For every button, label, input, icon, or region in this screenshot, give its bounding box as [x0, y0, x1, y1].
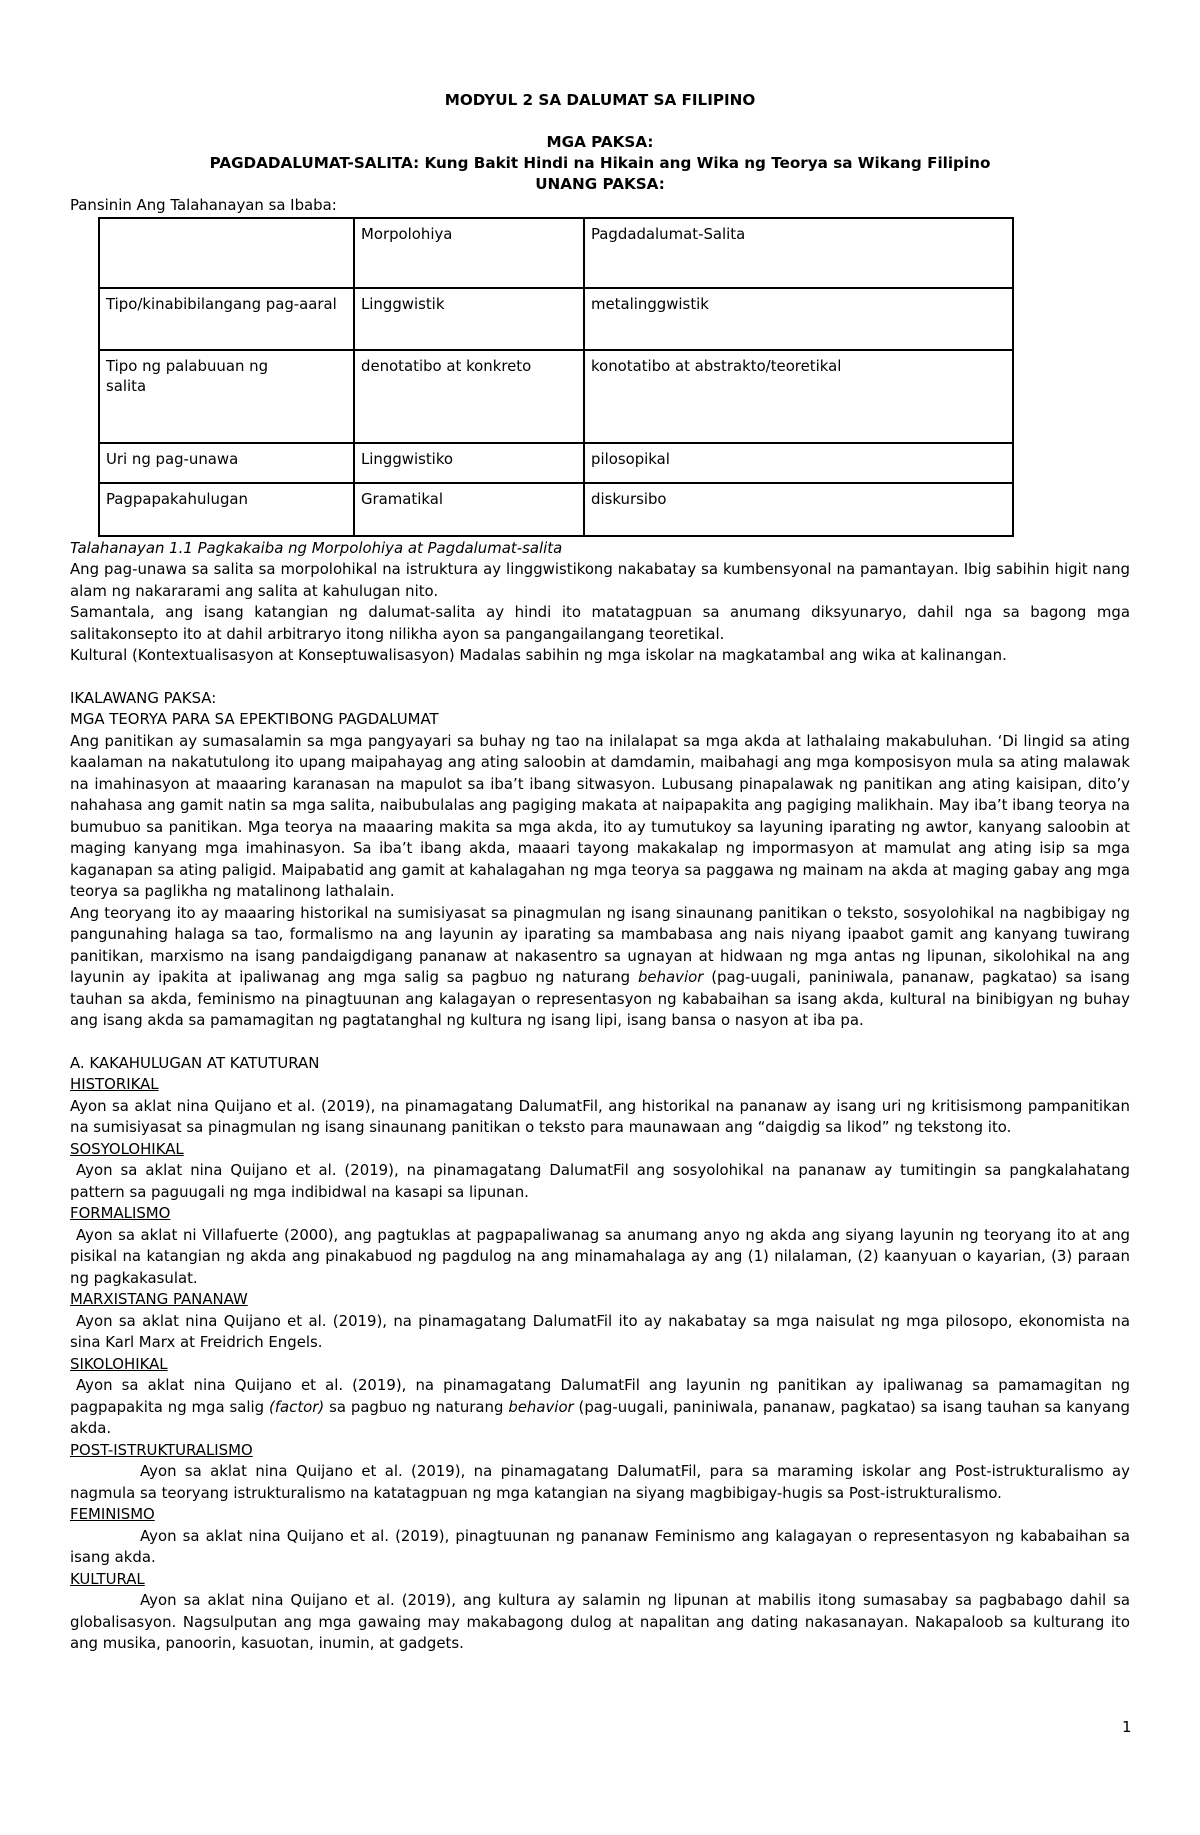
table-cell: Pagdadalumat-Salita — [584, 218, 1013, 288]
text-run: Ayon sa aklat nina Quijano et al. (2019), na pinamagatang DalumatFil ang layunin ng panitikan ay ipaliwanag sa pamamagitan ng pagpapakita ng mga salig — [70, 1376, 1130, 1416]
feminismo-text: Ayon sa aklat nina Quijano et al. (2019), pinagtuunan ng pananaw Feminismo ang kalagayan o representasyon ng kababaihan sa isang akda. — [70, 1526, 1130, 1566]
text-run: sa pagbuo ng naturang — [324, 1397, 509, 1416]
table-row — [99, 288, 1013, 350]
comparison-table — [98, 217, 1014, 537]
italic-term: behavior — [508, 1397, 574, 1416]
table-cell: Linggwistik — [354, 288, 584, 350]
historikal-heading: HISTORIKAL — [70, 1075, 159, 1093]
topics-subtitle: PAGDADALUMAT-SALITA: Kung Bakit Hindi na Hikain ang Wika ng Teorya sa Wikang Filipino — [209, 154, 991, 172]
table-cell: Pagpapakahulugan — [99, 483, 354, 536]
kultural-text: Ayon sa aklat nina Quijano et al. (2019), ang kultura ay salamin ng lipunan at mabilis itong sumasabay sa pagbabago dahil sa globalisasyon. Nagsulputan ang mga gawaing may makabagong dulog at napalitan ang dating nakasanayan. Nakapaloob sa kulturang ito ang musika, panoorin, kasuotan, inumin, at gadgets. — [70, 1591, 1130, 1652]
table-cell: konotatibo at abstrakto/teoretikal — [584, 350, 1013, 443]
post-istrukturalismo-text: Ayon sa aklat nina Quijano et al. (2019), na pinamagatang DalumatFil, para sa maraming iskolar ang Post-istrukturalismo ay nagmula sa teoryang istrukturalismo na katatagpuan ng mga katangian na siyang magbibigay-hugis sa Post-istrukturalismo. — [70, 1462, 1130, 1502]
first-topic-label: UNANG PAKSA: — [535, 175, 665, 193]
formalismo-heading: FORMALISMO — [70, 1204, 171, 1222]
historikal-text: Ayon sa aklat nina Quijano et al. (2019), na pinamagatang DalumatFil, ang historikal na pananaw ay isang uri ng kritisismong pampanitikan na sumisiyasat sa pinagmulan ng isang sinaunang panitikan o teksto para maunawaan ang “daigdig sa likod” ng tekstong ito. — [70, 1096, 1130, 1136]
table-cell: Linggwistiko — [354, 443, 584, 483]
marxista-text: Ayon sa aklat nina Quijano et al. (2019), na pinamagatang DalumatFil ito ay nakabatay sa mga naisulat ng mga pilosopo, ekonomista na sina Karl Marx at Freidrich Engels. — [70, 1311, 1130, 1351]
paragraph: Kultural (Kontextualisasyon at Konseptuwalisasyon) Madalas sabihin ng mga iskolar na magkatambal ang wika at kalinangan. — [70, 646, 1007, 664]
italic-term: (factor) — [268, 1397, 325, 1416]
section-a-heading: A. KAKAHULUGAN AT KATUTURAN — [70, 1053, 320, 1072]
paragraph — [70, 903, 1130, 1032]
second-topic-title: MGA TEORYA PARA SA EPEKTIBONG PAGDALUMAT — [70, 710, 439, 728]
table-cell: denotatibo at konkreto — [354, 350, 584, 443]
table-cell: Morpolohiya — [354, 218, 584, 288]
document-page — [70, 90, 1130, 1655]
table-cell: Tipo/kinabibilangang pag-aaral — [99, 288, 354, 350]
text-run: (pag-uugali, paniniwala, pananaw, pagkatao) sa isang tauhan sa akda, feminismo na pinagtuunan ang kalagayan o representasyon ng kababaihan sa isang akda, kultural na binibigyan ng buhay ang isang akda sa pamamagitan ng pagtatanghal ng kultura ng isang lipi, isang bansa o nasyon at iba pa. — [70, 968, 1131, 1029]
text-run: Ang teoryang ito ay maaaring historikal na sumisiyasat sa pinagmulan ng isang sinaunang panitikan o teksto, sosyolohikal na nagbibigay ng pangunahing halaga sa tao, formalismo na ang layunin ay iparating sa mambabasa ang nais niyang ipaabot gamit ang kanyang tuwirang panitikan, marxismo na isang pandaigdigang pananaw at nakasentro sa ugnayan at hidwaan ng mga antas ng lipunan, sikolohikal na ang layunin ay ipakita at ipaliwanag ang mga salig sa pagbuo ng naturang — [70, 903, 1130, 986]
text-run: (pag-uugali, paniniwala, pananaw, pagkatao) sa isang tauhan sa kanyang akda. — [70, 1397, 1130, 1437]
paragraph: Ang panitikan ay sumasalamin sa mga pangyayari sa buhay ng tao na inilalapat sa mga akda at lathalaing makabuluhan. ‘Di lingid sa ating kaalaman na nakatutulong ito upang maipahayag ang ating saloobin at damdamin, maibahagi ang mga komposisyon mula sa ating malawak na imahinasyon at maaaring karanasan na mapulot sa iba’t ibang sitwasyon. Lubusang pinapalawak ng panitikan ang ating kaisipan, dito’y nahahasa ang gamit natin sa mga salita, naibubulalas ang pagiging makata at naipapakita ang pagiging malikhain. May iba’t ibang teorya na bumubuo sa panitikan. Mga teorya na maaaring makita sa mga akda, ito ay tumutukoy sa layuning iparating ng awtor, kanyang saloobin at maging kanyang mga imahinasyon. Sa iba’t ibang akda, maaari tayong makakalap ng impormasyon at mamulat ang ating isip sa mga kaganapan sa ating paligid. Maipabatid ang gamit at kahalagahan ng mga teorya sa paggawa ng mainam na akda at maging gabay ang mga teorya sa paglikha ng matalinong lathalain. — [70, 731, 1130, 900]
sikolohikal-heading: SIKOLOHIKAL — [70, 1354, 168, 1373]
table-row — [99, 350, 1013, 443]
sosyolohikal-heading: SOSYOLOHIKAL — [70, 1139, 184, 1158]
module-title: MODYUL 2 SA DALUMAT SA FILIPINO — [444, 91, 756, 109]
page-number: 1 — [1122, 1718, 1132, 1736]
feminismo-heading: FEMINISMO — [70, 1505, 155, 1523]
table-cell: pilosopikal — [584, 443, 1013, 483]
paragraph: Samantala, ang isang katangian ng dalumat-salita ay hindi ito matatagpuan sa anumang diksyunaryo, dahil nga sa bagong mga salitakonsepto ito at dahil arbitraryo itong nilikha ayon sa pangangailangang teoretikal. — [70, 603, 1130, 643]
table-cell: diskursibo — [584, 483, 1013, 536]
intro-line: Pansinin Ang Talahanayan sa Ibaba: — [70, 196, 337, 214]
sikolohikal-text — [70, 1375, 1130, 1440]
sosyolohikal-text: Ayon sa aklat nina Quijano et al. (2019), na pinamagatang DalumatFil ang sosyolohikal na pananaw ay tumitingin sa pangkalahatang pattern sa paguugali ng mga indibidwal na kasapi sa lipunan. — [70, 1161, 1130, 1201]
table-cell: metalinggwistik — [584, 288, 1013, 350]
marxista-heading: MARXISTANG PANANAW — [70, 1290, 248, 1308]
table-cell: Uri ng pag-unawa — [99, 443, 354, 483]
second-topic-label: IKALAWANG PAKSA: — [70, 688, 217, 707]
paragraph: Ang pag-unawa sa salita sa morpolohikal na istruktura ay linggwistikong nakabatay sa kumbensyonal na pamantayan. Ibig sabihin higit nang alam ng nakararami ang salita at kahulugan nito. — [70, 560, 1130, 600]
table-cell: Gramatikal — [354, 483, 584, 536]
table-row — [99, 443, 1013, 483]
table-row — [99, 483, 1013, 536]
table-cell — [99, 218, 354, 288]
topics-label: MGA PAKSA: — [546, 133, 654, 151]
formalismo-text: Ayon sa aklat ni Villafuerte (2000), ang pagtuklas at pagpapaliwanag sa anumang anyo ng akda ang siyang layunin ng teoryang ito at ang pisikal na katangian ng akda ang pinakabuod ng pagdulog na ang minamahalaga ay ang (1) nilalaman, (2) kaanyuan o kayarian, (3) paraan ng pagkakasulat. — [70, 1225, 1130, 1287]
table-caption: Talahanayan 1.1 Pagkakaiba ng Morpolohiya at Pagdalumat-salita — [70, 538, 563, 557]
table-cell: Tipo ng palabuuan ng salita — [99, 350, 354, 443]
kultural-heading: KULTURAL — [70, 1569, 145, 1588]
post-istrukturalismo-heading: POST-ISTRUKTURALISMO — [70, 1440, 253, 1459]
table-header-row — [99, 218, 1013, 288]
italic-term: behavior — [637, 968, 704, 986]
